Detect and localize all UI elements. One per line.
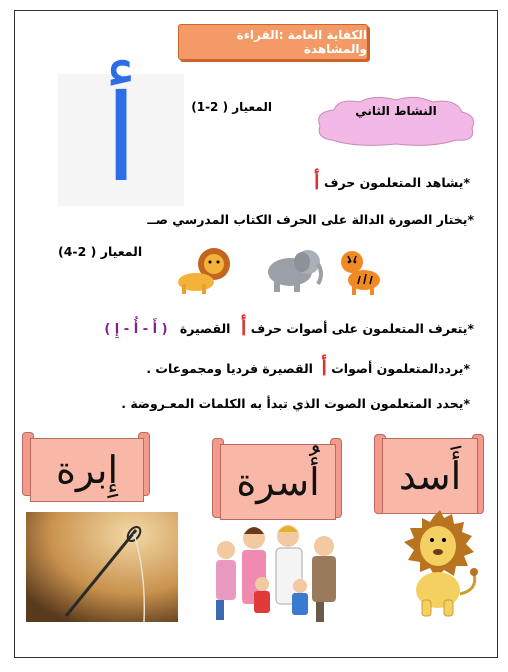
scroll-lion [374,430,484,516]
word-lion: أَسد [382,438,478,514]
line-4-rest: القصيرة فرديا ومجموعات . [146,361,313,376]
family-image [206,520,348,624]
header-banner: الكفاية العامة :القراءة والمشاهدة [178,24,368,60]
word-family: أُسرة [220,444,336,520]
line-3 [104,316,474,340]
scroll-family [212,434,342,520]
line-3-text: *يتعرف المتعلمون على أصوات حرف [250,321,474,336]
line-2: *يختار الصورة الدالة على الحرف الكتاب المدرسي صــ [147,212,474,227]
tiger-icon [334,246,386,296]
activity-cloud [312,94,480,148]
scroll-needle [22,432,150,502]
needle-image [26,512,178,622]
line-3-rest: القصيرة [179,321,231,336]
elephant-icon [260,244,326,294]
line-3-letter: أ [240,316,247,340]
line-4 [146,356,470,380]
lion-icon [174,246,244,296]
line-5: *يحدد المتعلمون الصوت الذي تبدأ به الكلمات المعـروضة . [121,396,470,411]
line-4-text: *يرددالمتعلمون أصوات [331,361,470,376]
lion-cartoon-image [394,510,480,618]
line-3-sounds: ( أَ - أُ - إِ ) [104,322,168,337]
line-1-text: *يشاهد المتعلمون حرف [323,175,470,190]
line-1 [314,170,470,194]
line-4-letter: أ [321,356,327,380]
big-alif-letter: أ [104,70,138,209]
line-1-letter: أ [314,170,320,194]
activity-label: النشاط الثاني [355,104,437,118]
word-needle: إِبرة [30,438,144,502]
criterion-1: المعيار ( 2-1) [191,100,272,114]
criterion-2: المعيار ( 2-4) [58,244,143,259]
